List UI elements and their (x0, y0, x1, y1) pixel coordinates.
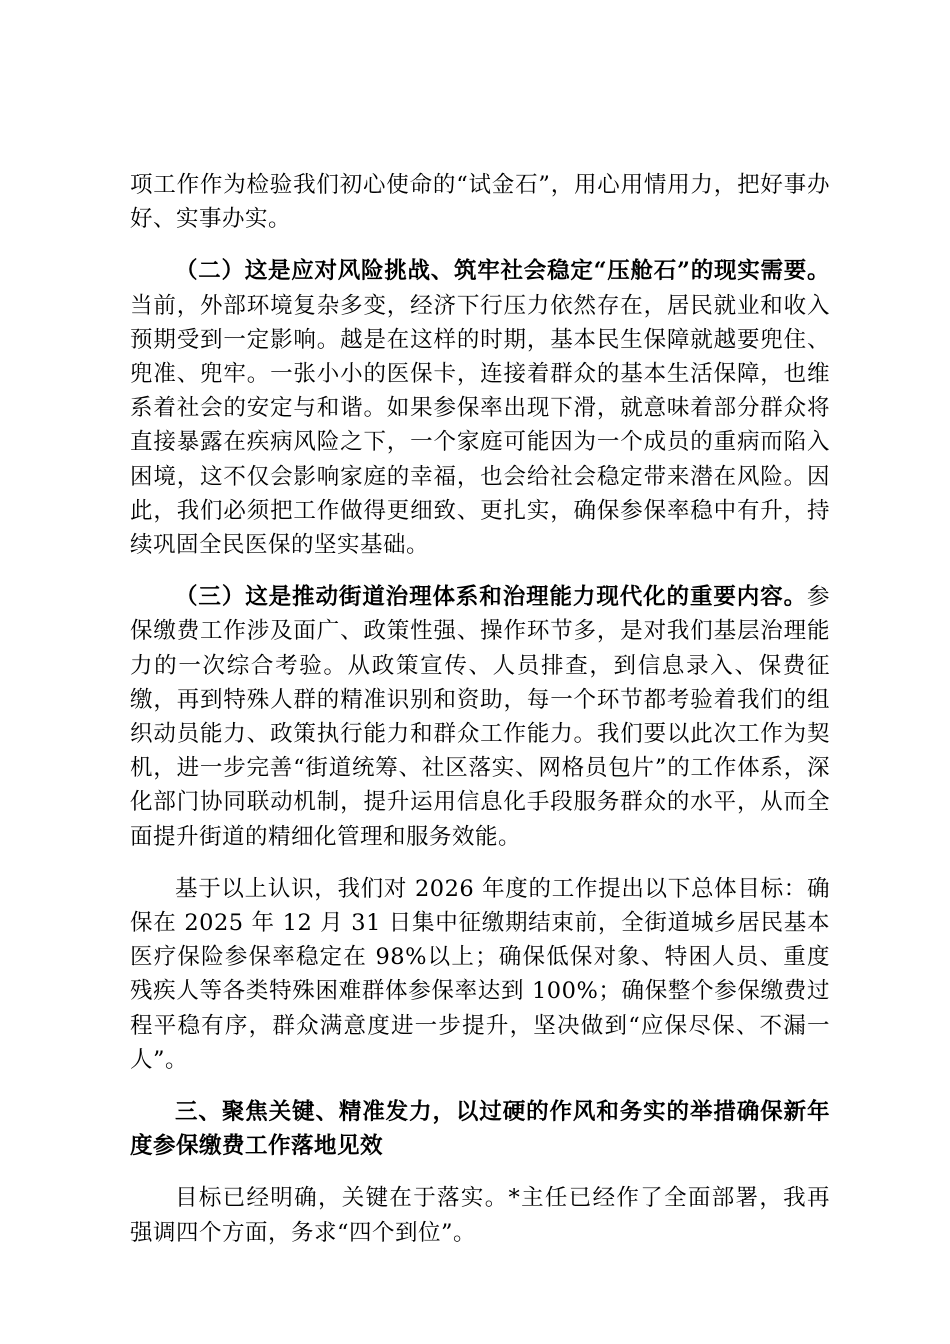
paragraph-text: 当前，外部环境复杂多变，经济下行压力依然存在，居民就业和收入预期受到一定影响。越是在这样的时期，基本民生保障就越要兜住、兜准、兜牢。一张小小的医保卡，连接着群众的基本生活保障，也维系着社会的安定与和谐。如果参保率出现下滑，就意味着部分群众将直接暴露在疾病风险之下，一个家庭可能因为一个成员的重病而陷入困境，这不仅会影响家庭的幸福，也会给社会稳定带来潜在风险。因此，我们必须把工作做得更细致、更扎实，确保参保率稳中有升，持续巩固全民医保的坚实基础。 (130, 292, 830, 559)
paragraph-heading: （三）这是推动街道治理体系和治理能力现代化的重要内容。 (175, 584, 807, 611)
paragraph-overall-goals (130, 872, 830, 1077)
paragraph-section-three (130, 580, 830, 854)
paragraph-continuation (130, 168, 830, 236)
paragraph-text: 基于以上认识，我们对 2026 年度的工作提出以下总体目标：确保在 2025 年 12 月 31 日集中征缴期结束前，全街道城乡居民基本医疗保险参保率稳定在 98%以上；确保低保对象、特困人员、重度残疾人等各类特殊困难群体参保率达到 100%；确保整个参保缴费过程平稳有序，群众满意度进一步提升，坚决做到“应保尽保、不漏一人”。 (130, 875, 830, 1073)
paragraph-text: 参保缴费工作涉及面广、政策性强、操作环节多，是对我们基层治理能力的一次综合考验。从政策宣传、人员排查，到信息录入、保费征缴，再到特殊人群的精准识别和资助，每一个环节都考验着我们的组织动员能力、政策执行能力和群众工作能力。我们要以此次工作为契机，进一步完善“街道统筹、社区落实、网格员包片”的工作体系，深化部门协同联动机制，提升运用信息化手段服务群众的水平，从而全面提升街道的精细化管理和服务效能。 (130, 584, 830, 850)
section-heading-text: 三、聚焦关键、精准发力，以过硬的作风和务实的举措确保新年度参保缴费工作落地见效 (130, 1099, 830, 1160)
section-heading-three (130, 1095, 830, 1163)
paragraph-heading: （二）这是应对风险挑战、筑牢社会稳定“压舱石”的现实需要。 (175, 258, 830, 285)
paragraph-section-two (130, 254, 830, 562)
paragraph-text: 目标已经明确，关键在于落实。*主任已经作了全面部署，我再强调四个方面，务求“四个到位”。 (130, 1185, 830, 1246)
paragraph-text: 项工作作为检验我们初心使命的“试金石”，用心用情用力，把好事办好、实事办实。 (130, 172, 830, 233)
document-page (130, 168, 830, 1250)
paragraph-implementation (130, 1181, 830, 1249)
